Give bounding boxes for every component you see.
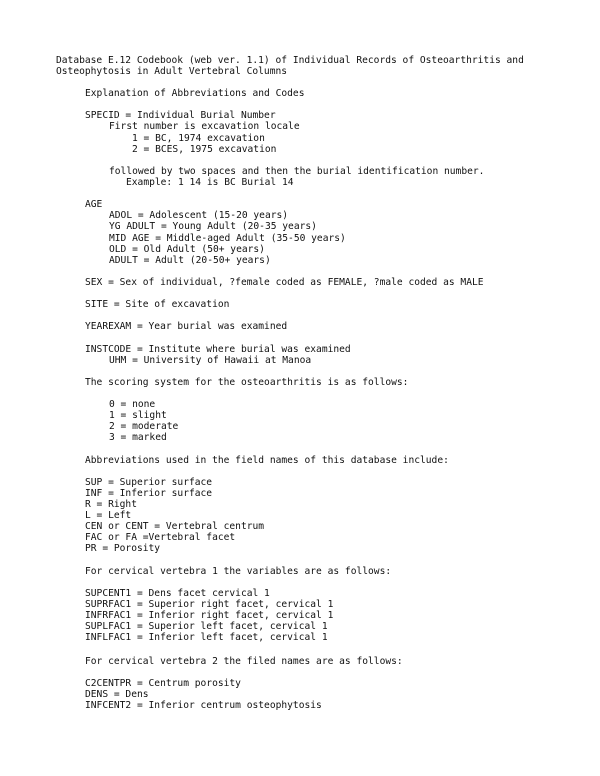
cervical-2-item: INFCENT2 = Inferior centrum osteophytosis [85, 700, 322, 711]
yearexam-definition: YEAREXAM = Year burial was examined [85, 321, 288, 332]
abbreviation-item: PR = Porosity [85, 543, 161, 554]
abbreviation-item: INF = Inferior surface [85, 488, 213, 499]
age-code: ADULT = Adult (20-50+ years) [109, 255, 271, 266]
scoring-code: 0 = none [109, 399, 156, 410]
specid-first-number: First number is excavation locale [109, 121, 300, 132]
age-code: MID AGE = Middle-aged Adult (35-50 years) [109, 233, 346, 244]
specid-code: 1 = BC, 1974 excavation [132, 133, 265, 144]
cervical-1-item: SUPRFAC1 = Superior right facet, cervical 1 [85, 599, 334, 610]
abbreviation-item: L = Left [85, 510, 132, 521]
cervical-1-item: SUPLFAC1 = Superior left facet, cervical 1 [85, 621, 328, 632]
cervical-2-item: DENS = Dens [85, 689, 149, 700]
explanation-heading: Explanation of Abbreviations and Codes [85, 88, 305, 99]
cervical-2-item: C2CENTPR = Centrum porosity [85, 678, 241, 689]
site-definition: SITE = Site of excavation [85, 299, 230, 310]
age-heading: AGE [85, 199, 103, 210]
instcode-heading: INSTCODE = Institute where burial was examined [85, 344, 351, 355]
instcode-code: UHM = University of Hawaii at Manoa [109, 355, 312, 366]
document-title-line-2: Osteophytosis in Adult Vertebral Columns [56, 66, 288, 77]
abbreviation-item: R = Right [85, 499, 137, 510]
cervical-2-heading: For cervical vertebra 2 the filed names are as follows: [85, 656, 403, 667]
specid-example: Example: 1 14 is BC Burial 14 [126, 177, 294, 188]
cervical-1-item: INFLFAC1 = Inferior left facet, cervical 1 [85, 632, 328, 643]
cervical-1-heading: For cervical vertebra 1 the variables are as follows: [85, 566, 392, 577]
abbreviation-item: CEN or CENT = Vertebral centrum [85, 521, 265, 532]
scoring-code: 1 = slight [109, 410, 167, 421]
abbreviation-item: SUP = Superior surface [85, 477, 213, 488]
cervical-1-item: INFRFAC1 = Inferior right facet, cervical 1 [85, 610, 334, 621]
document-title-line-1: Database E.12 Codebook (web ver. 1.1) of Individual Records of Osteoarthritis and [56, 55, 524, 66]
scoring-code: 3 = marked [109, 432, 167, 443]
abbreviations-heading: Abbreviations used in the field names of this database include: [85, 455, 449, 466]
age-code: YG ADULT = Young Adult (20-35 years) [109, 221, 317, 232]
abbreviation-item: FAC or FA =Vertebral facet [85, 532, 236, 543]
cervical-1-item: SUPCENT1 = Dens facet cervical 1 [85, 588, 270, 599]
sex-definition: SEX = Sex of individual, ?female coded as FEMALE, ?male coded as MALE [85, 277, 484, 288]
scoring-heading: The scoring system for the osteoarthritis is as follows: [85, 377, 409, 388]
age-code: OLD = Old Adult (50+ years) [109, 244, 265, 255]
specid-followed-by: followed by two spaces and then the burial identification number. [109, 166, 485, 177]
scoring-code: 2 = moderate [109, 421, 179, 432]
specid-heading: SPECID = Individual Burial Number [85, 110, 276, 121]
age-code: ADOL = Adolescent (15-20 years) [109, 210, 289, 221]
specid-code: 2 = BCES, 1975 excavation [132, 144, 277, 155]
